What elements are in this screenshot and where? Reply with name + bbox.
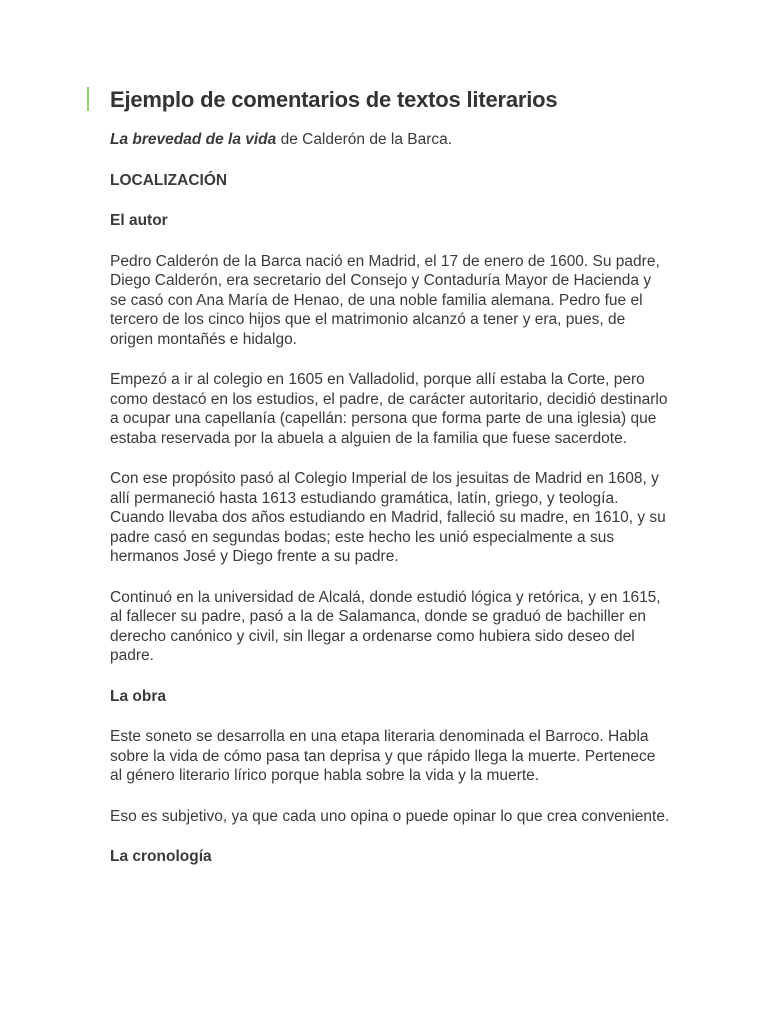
obra-paragraph-1: Este soneto se desarrolla en una etapa literaria denominada el Barroco. Habla sobre la vida de cómo pasa tan deprisa y que rápido llega la muerte. Pertenece al género literario lírico porque habla sobre la vida y la muerte. [110,728,656,784]
document-content [110,86,670,888]
work-subtitle [110,130,670,150]
subheading-autor: El autor [110,212,168,229]
obra-paragraph-2: Eso es subjetivo, ya que cada uno opina o puede opinar lo que crea conveniente. [110,807,670,825]
title-accent-bar [87,87,89,111]
subheading-cronologia: La cronología [110,848,212,865]
autor-paragraph-3: Con ese propósito pasó al Colegio Imperial de los jesuitas de Madrid en 1608, y allí permaneció hasta 1613 estudiando gramática, latín, griego, y teología. Cuando llevaba dos años estudiando en Madrid, falleció su madre, en 1610, y su padre casó en segundas bodas; este hecho les unió especialmente a sus hermanos José y Diego frente a su padre. [110,470,666,565]
work-title-italic: La brevedad de la vida [110,131,277,148]
subheading-obra: La obra [110,687,166,705]
autor-paragraph-2: Empezó a ir al colegio en 1605 en Valladolid, porque allí estaba la Corte, pero como destacó en los estudios, el padre, de carácter autoritario, decidió destinarlo a ocupar una capellanía (capellán: persona que forma parte de una iglesia) que estaba reservada por la abuela a alguien de la familia que fuese sacerdote. [110,371,668,447]
work-author-text: de Calderón de la Barca. [276,131,453,148]
section-heading-localizacion: LOCALIZACIÓN [110,171,228,189]
autor-paragraph-1: Pedro Calderón de la Barca nació en Madrid, el 17 de enero de 1600. Su padre, Diego Calderón, era secretario del Consejo y Contaduría Mayor de Hacienda y se casó con Ana María de Henao, de una noble familia alemana. Pedro fue el tercero de los cinco hijos que el matrimonio alcanzó a tener y era, pues, de origen montañés e hidalgo. [110,252,660,348]
page-title: Ejemplo de comentarios de textos literarios [110,87,558,112]
autor-paragraph-4: Continuó en la universidad de Alcalá, donde estudió lógica y retórica, y en 1615, al fallecer su padre, pasó a la de Salamanca, donde se graduó de bachiller en derecho canónico y civil, sin llegar a ordenarse como hubiera sido deseo del padre. [110,588,661,664]
